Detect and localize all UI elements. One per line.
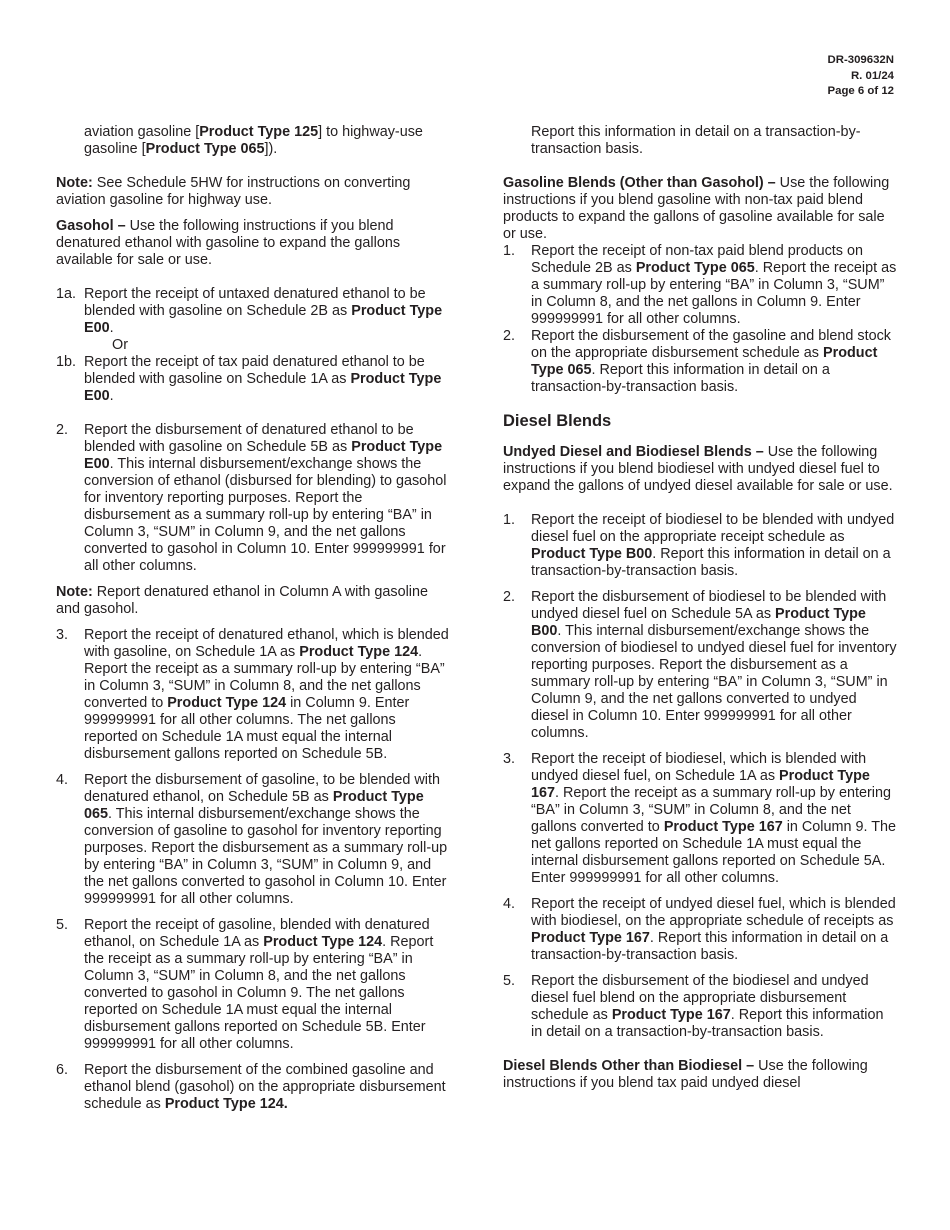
item-text: Report the disbursement of denatured ethanol to be blended with gasoline on Schedule 5B as Product Type E00. This internal disbursement/exchange shows the conversion of ethanol (disbursed for blending) to gasohol for inventory reporting purposes. Report the disbursement as a summary roll-up by entering “BA” in Column 3, “SUM” in Column 9, and the net gallons converted to gasohol in Column 10. Enter 999999991 for all other columns. xyxy=(84,422,447,574)
list-item-5 xyxy=(56,917,451,1053)
gasoline-blends-item-1 xyxy=(503,243,897,328)
item-text: Report the disbursement of gasoline, to be blended with denatured ethanol, on Schedule 5B as Product Type 065. This internal disbursement/exchange shows the conversion of gasoline to gasohol for inventory reporting purposes. Report the disbursement as a summary roll-up by entering “BA” in Column 3, “SUM” in Column 9, and the net gallons converted to gasohol in Column 10. Enter 999999991 for all other columns. xyxy=(84,772,448,907)
item-number: 2. xyxy=(503,328,516,344)
list-item-2 xyxy=(56,422,451,575)
item-text: Report the disbursement of the combined gasoline and ethanol blend (gasohol) on the appropriate disbursement schedule as Product Type 124. xyxy=(84,1062,446,1112)
diesel-blends-item-1 xyxy=(503,512,897,580)
item-text: Report the disbursement of biodiesel to be blended with undyed diesel fuel on Schedule 5A as Product Type B00. This internal disbursement/exchange shows the conversion of biodiesel to undyed diesel fuel for inventory reporting purposes. Report the disbursement as a summary roll-up by entering “BA” in Column 3, “SUM” in Column 9, and the net gallons converted to undyed diesel in Column 10. Enter 999999991 for all other columns. xyxy=(531,589,897,741)
list-item-3 xyxy=(56,627,451,763)
item-number: 6. xyxy=(56,1062,69,1078)
item-text: Report the receipt of biodiesel to be blended with undyed diesel fuel on the appropriate receipt schedule as Product Type B00. Report this information in detail on a transaction-by-transaction basis. xyxy=(531,512,895,579)
left-column xyxy=(56,124,451,1122)
or-separator: Or xyxy=(112,337,128,353)
form-header xyxy=(828,53,894,100)
list-item-4 xyxy=(56,772,451,908)
item-number: 1b. xyxy=(56,354,77,370)
item-text: Report the receipt of tax paid denatured ethanol to be blended with gasoline on Schedule 1A as Product Type E00. xyxy=(84,354,442,404)
page-number: Page 6 of 12 xyxy=(827,85,894,97)
item-number: 1. xyxy=(503,243,516,259)
list-item-1b xyxy=(56,354,451,405)
item-number: 3. xyxy=(503,751,516,767)
item-text: Report the receipt of biodiesel, which is blended with undyed diesel fuel, on Schedule 1A as Product Type 167. Report the receipt as a summary roll-up by entering “BA” in Column 3, “SUM” in Column 8, and the net gallons converted to Product Type 167 in Column 9. The net gallons reported on Schedule 1A must equal the internal disbursement gallons reported on Schedule 5A. Enter 999999991 for all other columns. xyxy=(531,751,897,886)
note-aviation: Note: See Schedule 5HW for instructions on converting aviation gasoline for highway use. xyxy=(56,175,411,208)
item-text: Report the receipt of non-tax paid blend products on Schedule 2B as Product Type 065. Report the receipt as a summary roll-up by entering “BA” in Column 3, “SUM” in Column 8, and the net gallons in Column 9. Enter 999999991 for all other columns. xyxy=(531,243,897,327)
diesel-blends-item-4 xyxy=(503,896,897,964)
gasohol-intro: Gasohol – Use the following instructions if you blend denatured ethanol with gasoline to expand the gallons available for sale or use. xyxy=(56,218,401,268)
form-number: DR-309632N xyxy=(827,54,894,66)
item-number: 4. xyxy=(503,896,516,912)
gasoline-blends-intro: Gasoline Blends (Other than Gasohol) – Use the following instructions if you blend gasoline with non-tax paid blend products to expand the gallons of gasoline available for sale or use. xyxy=(503,175,890,242)
item-number: 2. xyxy=(56,422,69,438)
item-number: 5. xyxy=(503,973,516,989)
item-text: Report the receipt of gasoline, blended with denatured ethanol, on Schedule 1A as Product Type 124. Report the receipt as a summary roll-up by entering “BA” in Column 3, “SUM” in Column 8, and the net gallons converted to gasohol in Column 9. The net gallons reported on Schedule 1A must equal the internal disbursement gallons reported on Schedule 5B. Enter 999999991 for all other columns. xyxy=(84,917,434,1052)
item-number: 5. xyxy=(56,917,69,933)
list-item-6 xyxy=(56,1062,451,1113)
item-number: 4. xyxy=(56,772,69,788)
revision-date: R. 01/24 xyxy=(850,69,894,82)
other-diesel-intro: Diesel Blends Other than Biodiesel – Use the following instructions if you blend tax paid undyed diesel xyxy=(503,1058,868,1091)
note-denatured-ethanol: Note: Report denatured ethanol in Column A with gasoline and gasohol. xyxy=(56,584,428,617)
list-item-1a xyxy=(56,286,451,337)
item-text: Report the disbursement of the biodiesel and undyed diesel fuel blend on the appropriate disbursement schedule as Product Type 167. Report this information in detail on a transaction-by-transaction basis. xyxy=(531,973,884,1040)
undyed-diesel-intro: Undyed Diesel and Biodiesel Blends – Use the following instructions if you blend biodiesel with undyed diesel fuel to expand the gallons of undyed diesel available for sale or use. xyxy=(503,444,893,494)
item-number: 1a. xyxy=(56,286,77,302)
diesel-blends-item-3 xyxy=(503,751,897,887)
diesel-blends-item-2 xyxy=(503,589,897,742)
diesel-blends-item-5 xyxy=(503,973,897,1041)
right-column xyxy=(503,124,897,1101)
continuation-text: Report this information in detail on a transaction-by-transaction basis. xyxy=(531,124,861,157)
item-text: Report the receipt of undyed diesel fuel, which is blended with biodiesel, on the appropriate schedule of receipts as Product Type 167. Report this information in detail on a transaction-by-transaction basis. xyxy=(531,896,896,963)
item-number: 1. xyxy=(503,512,516,528)
item-text: Report the disbursement of the gasoline and blend stock on the appropriate disbursement schedule as Product Type 065. Report this information in detail on a transaction-by-transaction basis. xyxy=(531,328,891,395)
item-number: 2. xyxy=(503,589,516,605)
gasoline-blends-item-2 xyxy=(503,328,897,396)
item-text: Report the receipt of untaxed denatured ethanol to be blended with gasoline on Schedule 2B as Product Type E00. xyxy=(84,286,443,336)
item-number: 3. xyxy=(56,627,69,643)
item-text: Report the receipt of denatured ethanol, which is blended with gasoline, on Schedule 1A as Product Type 124. Report the receipt as a summary roll-up by entering “BA” in Column 3, “SUM” in Column 8, and the net gallons converted to Product Type 124 in Column 9. Enter 999999991 for all other columns. The net gallons reported on Schedule 1A must equal the internal disbursement gallons reported on Schedule 5B. xyxy=(84,627,449,762)
section-heading-diesel-blends: Diesel Blends xyxy=(503,412,612,430)
continuation-text: aviation gasoline [Product Type 125] to highway-use gasoline [Product Type 065]). xyxy=(84,124,423,157)
